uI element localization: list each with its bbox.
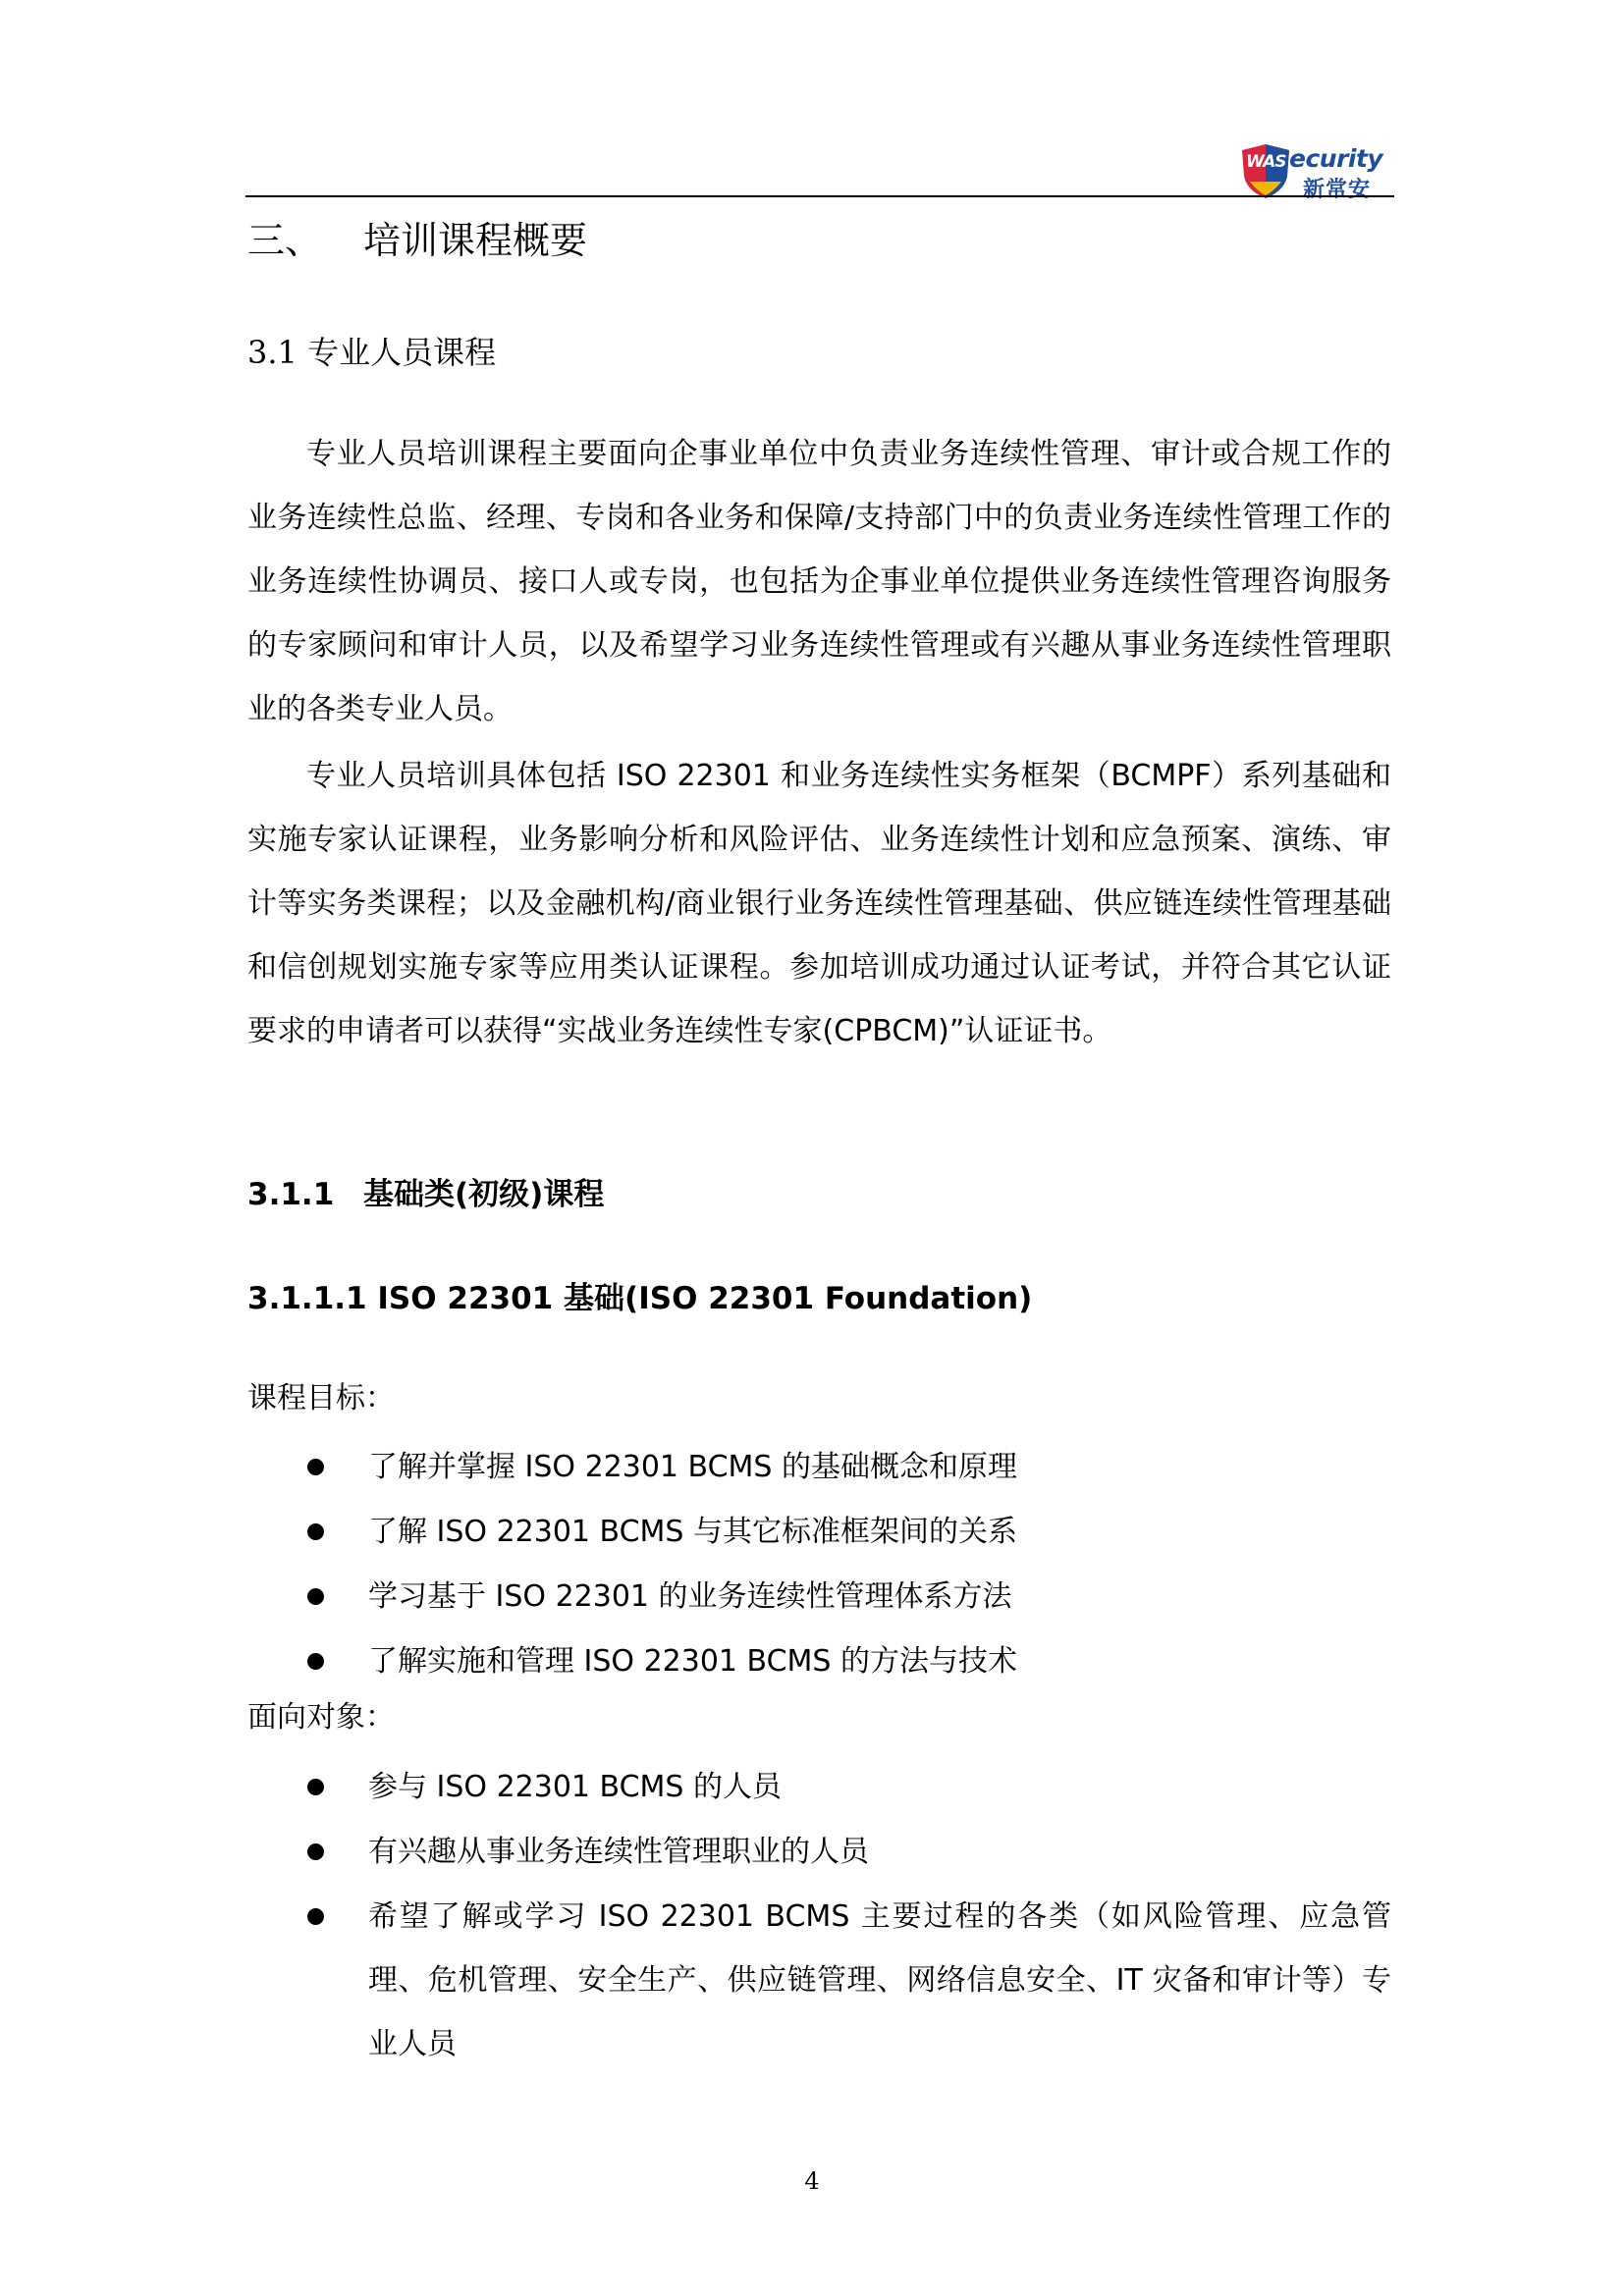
logo-brand-cn: 新常安 — [1303, 178, 1372, 202]
bullet-icon — [307, 1459, 324, 1475]
heading-3-1-1-number: 3.1.1 — [247, 1177, 335, 1212]
heading-3-1-1-title: 基础类(初级)课程 — [363, 1177, 605, 1212]
bullet-icon — [307, 1653, 324, 1670]
subsection-number: 3.1 — [247, 334, 298, 371]
header-divider — [245, 195, 1394, 197]
list-item-text: 希望了解或学习 ISO 22301 BCMS 主要过程的各类（如风险管理、应急管理、危机管理、安全生产、供应链管理、网络信息安全、IT 灾备和审计等）专业人员 — [368, 1899, 1391, 2061]
bullet-icon — [307, 1588, 324, 1605]
list-item — [247, 1820, 1391, 1884]
company-logo — [1240, 142, 1395, 202]
audience-label: 面向对象： — [247, 1700, 395, 1735]
logo-brand-text: ecurity — [1289, 144, 1383, 173]
list-item-text: 参与 ISO 22301 BCMS 的人员 — [368, 1770, 783, 1804]
objectives-list — [247, 1435, 1391, 1694]
bullet-icon — [307, 1779, 324, 1795]
list-item — [247, 1500, 1391, 1564]
section-heading — [247, 211, 587, 270]
list-item-text: 了解并掌握 ISO 22301 BCMS 的基础概念和原理 — [368, 1450, 1018, 1484]
heading-3-1-1 — [247, 1170, 604, 1219]
audience-list — [247, 1755, 1391, 2077]
page-number: 4 — [804, 2167, 820, 2195]
list-item — [247, 1435, 1391, 1499]
list-item-text: 有兴趣从事业务连续性管理职业的人员 — [368, 1835, 869, 1869]
logo-brand-mark: WAS — [1246, 152, 1286, 172]
section-title: 培训课程概要 — [363, 219, 588, 262]
bullet-icon — [307, 1523, 324, 1540]
list-item — [247, 1565, 1391, 1629]
bullet-icon — [307, 1843, 324, 1860]
heading-3-1-1-1: 3.1.1.1 ISO 22301 基础(ISO 22301 Foundation) — [247, 1281, 1033, 1316]
section-number: 三、 — [247, 219, 323, 262]
list-item-text: 了解实施和管理 ISO 22301 BCMS 的方法与技术 — [368, 1644, 1018, 1679]
objectives-label: 课程目标： — [247, 1381, 395, 1415]
subsection-heading — [247, 328, 496, 377]
subsection-title: 专业人员课程 — [307, 334, 497, 371]
list-item-text: 学习基于 ISO 22301 的业务连续性管理体系方法 — [368, 1579, 1012, 1614]
list-item — [247, 1755, 1391, 1819]
paragraph-details: 专业人员培训具体包括 ISO 22301 和业务连续性实务框架（BCMPF）系列基础和实施专家认证课程，业务影响分析和风险评估、业务连续性计划和应急预案、演练、审计等实务类课程；以及金融机构/商业银行业务连续性管理基础、供应链连续性管理基础和信创规划实施专家等应用类认证课程。参加培训成功通过认证考试，并符合其它认证要求的申请者可以获得“实战业务连续性专家(CPBCM)”认证证书。 — [247, 759, 1391, 1048]
list-item — [247, 1885, 1391, 2076]
list-item-text: 了解 ISO 22301 BCMS 与其它标准框架间的关系 — [368, 1515, 1018, 1549]
bullet-icon — [307, 1908, 324, 1925]
paragraph-intro: 专业人员培训课程主要面向企事业单位中负责业务连续性管理、审计或合规工作的业务连续性总监、经理、专岗和各业务和保障/支持部门中的负责业务连续性管理工作的业务连续性协调员、接口人或专岗，也包括为企事业单位提供业务连续性管理咨询服务的专家顾问和审计人员，以及希望学习业务连续性管理或有兴趣从事业务连续性管理职业的各类专业人员。 — [247, 437, 1391, 726]
list-item — [247, 1629, 1391, 1693]
